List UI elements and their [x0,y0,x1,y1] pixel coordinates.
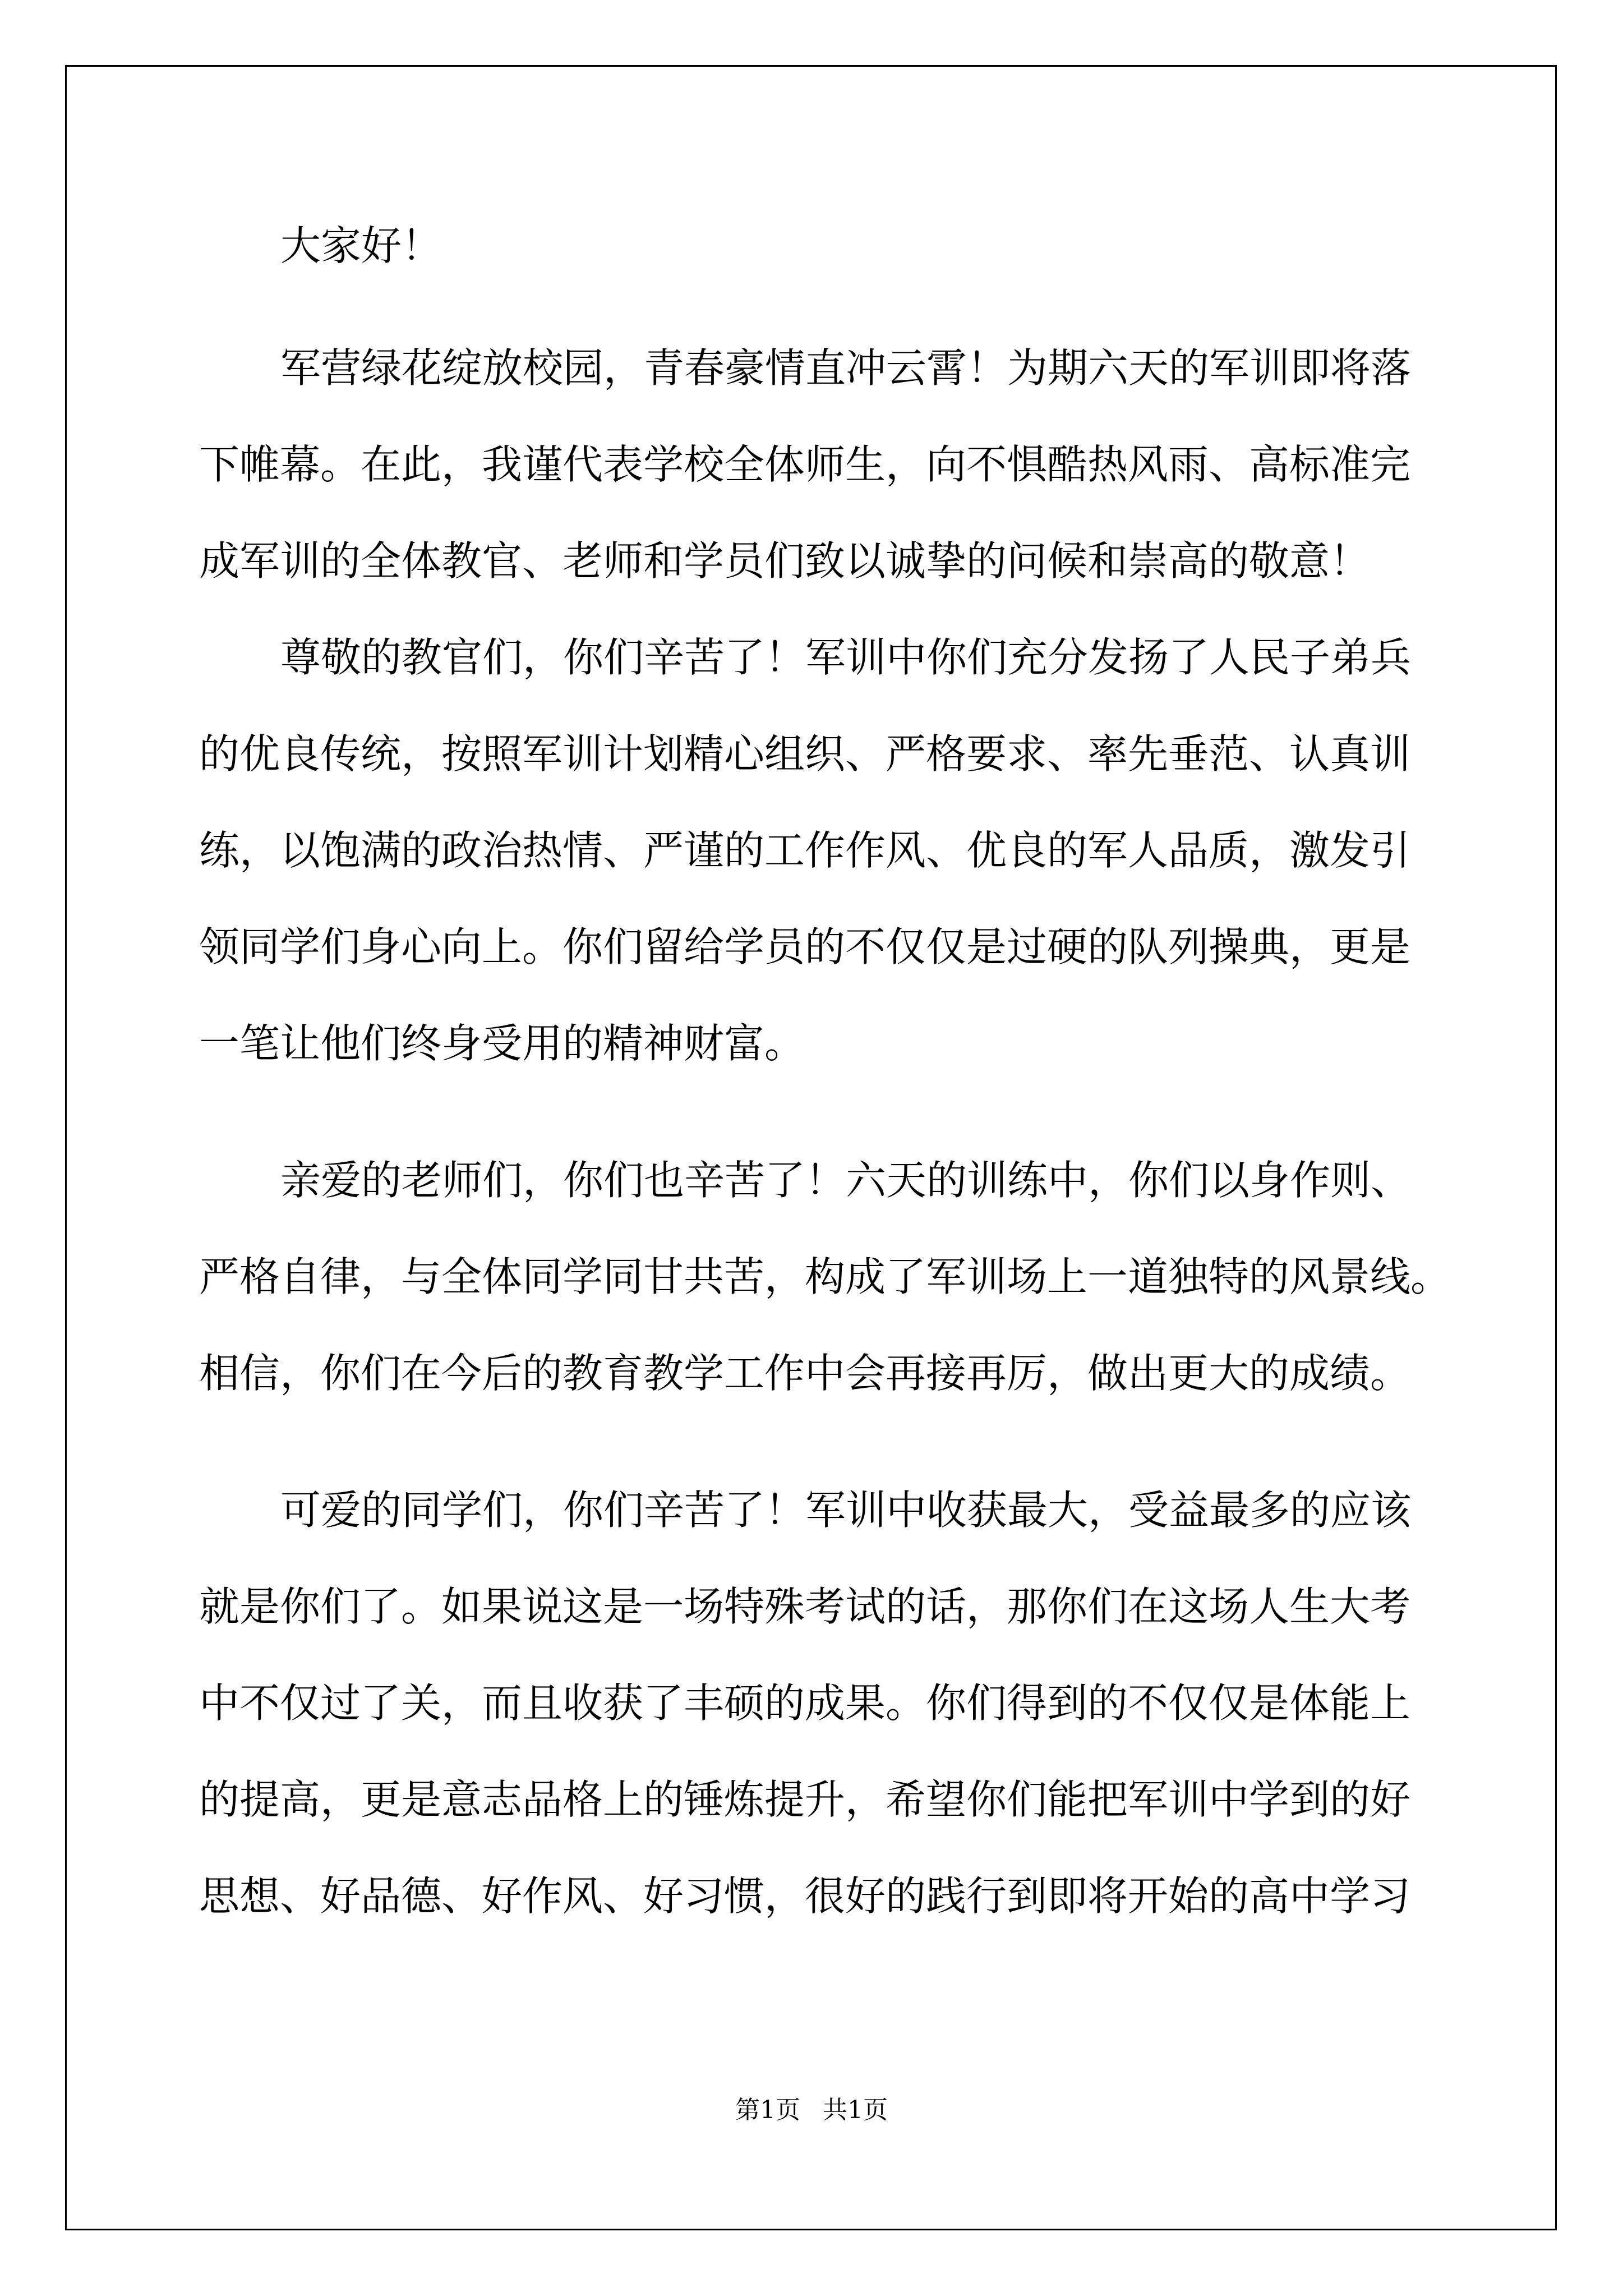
paragraph-2-line-3: 练，以饱满的政治热情、严谨的工作作风、优良的军人品质，激发引 [199,827,1411,874]
paragraph-3-line-3: 相信，你们在今后的教育教学工作中会再接再厉，做出更大的成绩。 [199,1350,1411,1397]
paragraph-2-line-2: 的优良传统，按照军训计划精心组织、严格要求、率先垂范、认真训 [199,730,1411,777]
page-number-current: 第1页 [735,2096,800,2124]
greeting-line: 大家好！ [280,222,442,269]
paragraph-2-line-1: 尊敬的教官们，你们辛苦了！军训中你们充分发扬了人民子弟兵 [280,634,1412,681]
paragraph-1-line-1: 军营绿花绽放校园，青春豪情直冲云霄！为期六天的军训即将落 [280,344,1412,392]
paragraph-1-line-3: 成军训的全体教官、老师和学员们致以诚挚的问候和崇高的敬意！ [199,537,1371,585]
paragraph-3-line-2: 严格自律，与全体同学同甘共苦，构成了军训场上一道独特的风景线。 [199,1253,1451,1300]
paragraph-4-line-4: 的提高，更是意志品格上的锤炼提升，希望你们能把军训中学到的好 [199,1776,1411,1823]
paragraph-4-line-1: 可爱的同学们，你们辛苦了！军训中收获最大，受益最多的应该 [280,1487,1412,1534]
page-footer [0,2093,1623,2127]
paragraph-4-line-5: 思想、好品德、好作风、好习惯，很好的践行到即将开始的高中学习 [199,1872,1411,1920]
paragraph-2-line-4: 领同学们身心向上。你们留给学员的不仅仅是过硬的队列操典，更是 [199,923,1411,970]
page-number-total: 共1页 [823,2096,888,2124]
paragraph-4-line-3: 中不仅过了关，而且收获了丰硕的成果。你们得到的不仅仅是体能上 [199,1680,1411,1727]
paragraph-1-line-2: 下帷幕。在此，我谨代表学校全体师生，向不惧酷热风雨、高标准完 [199,441,1411,488]
paragraph-2-line-5: 一笔让他们终身受用的精神财富。 [199,1020,805,1067]
paragraph-4-line-2: 就是你们了。如果说这是一场特殊考试的话，那你们在这场人生大考 [199,1583,1411,1630]
paragraph-3-line-1: 亲爱的老师们，你们也辛苦了！六天的训练中，你们以身作则、 [280,1157,1412,1204]
